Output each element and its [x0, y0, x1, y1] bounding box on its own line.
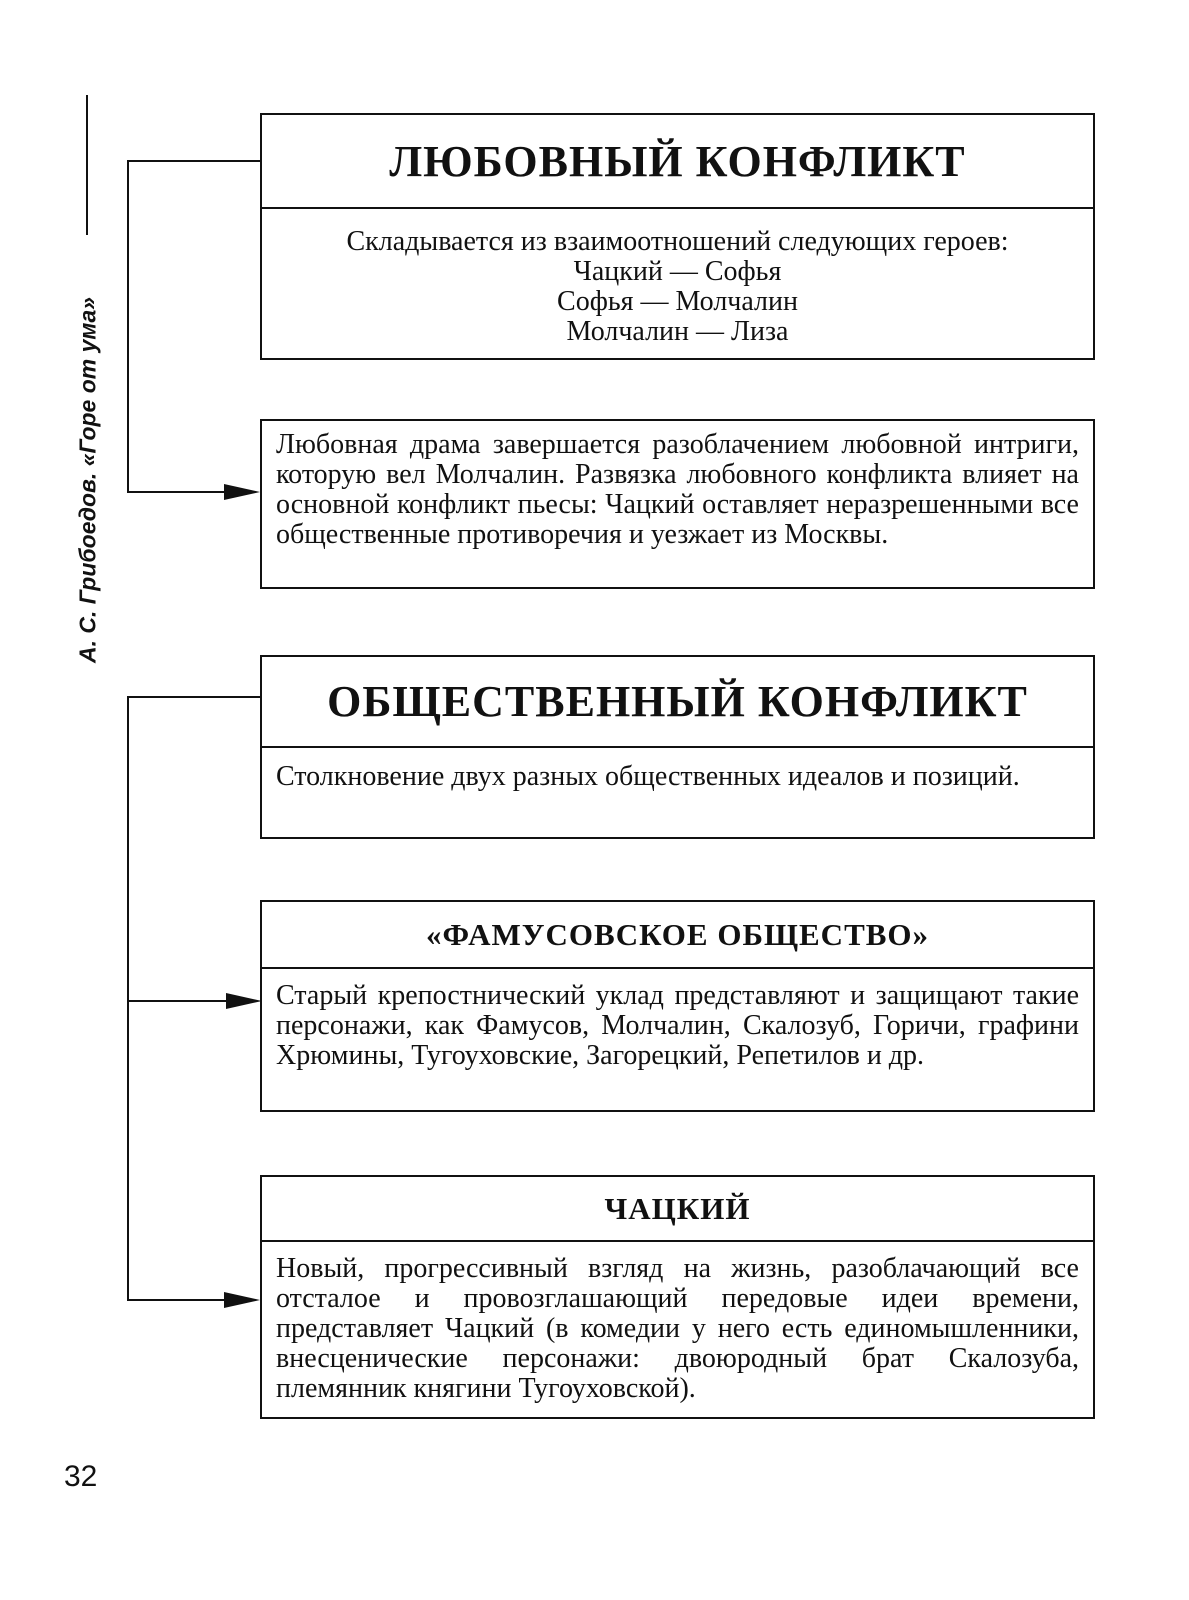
famusov-society-description: Старый крепостнический уклад представляют и защищают такие персонажи, как Фамусов, Молчалин, Скалозуб, Горичи, графини Хрюмины, Тугоуховские, Загорецкий, Репетилов и др.	[276, 980, 1079, 1071]
love-pair-2: Софья — Молчалин	[557, 286, 798, 317]
social-conflict-title: ОБЩЕСТВЕННЫЙ КОНФЛИКТ	[262, 657, 1093, 748]
love-pair-1: Чацкий — Софья	[573, 256, 782, 287]
love-outcome-box	[260, 419, 1095, 589]
arrowhead-love	[224, 484, 260, 500]
arrowhead-famusov	[226, 993, 262, 1009]
arrowhead-chatsky	[224, 1292, 260, 1308]
love-outcome-text: Любовная драма завершается разоблачением любовной интриги, которую вел Молчалин. Развязка любовного конфликта влияет на основной конфликт пьесы: Чацкий оставляет неразрешенными все общественные противоречия и уезжает из Москвы.	[276, 429, 1079, 550]
chatsky-title: ЧАЦКИЙ	[262, 1177, 1093, 1242]
page-number: 32	[64, 1460, 98, 1493]
love-conflict-body	[262, 209, 1093, 357]
chatsky-box	[260, 1175, 1095, 1419]
social-conflict-description: Столкновение двух разных общественных идеалов и позиций.	[276, 761, 1020, 792]
chatsky-description: Новый, прогрессивный взгляд на жизнь, разоблачающий все отсталое и провозглашающий передовые идеи времени, представляет Чацкий (в комедии у него есть единомышленники, внесценические персонажи: двоюродный брат Скалозуба, племянник княгини Тугоуховской).	[276, 1253, 1079, 1404]
love-conflict-title: ЛЮБОВНЫЙ КОНФЛИКТ	[262, 115, 1093, 209]
famusov-society-box	[260, 900, 1095, 1112]
love-conflict-intro: Складывается из взаимоотношений следующих героев:	[346, 226, 1009, 257]
side-header-title: А. С. Грибоедов. «Горе от ума»	[74, 296, 101, 664]
love-pair-3: Молчалин — Лиза	[566, 316, 789, 347]
famusov-society-title: «ФАМУСОВСКОЕ ОБЩЕСТВО»	[262, 902, 1093, 969]
connector-love	[128, 161, 262, 492]
social-conflict-box	[260, 655, 1095, 839]
love-conflict-box	[260, 113, 1095, 360]
